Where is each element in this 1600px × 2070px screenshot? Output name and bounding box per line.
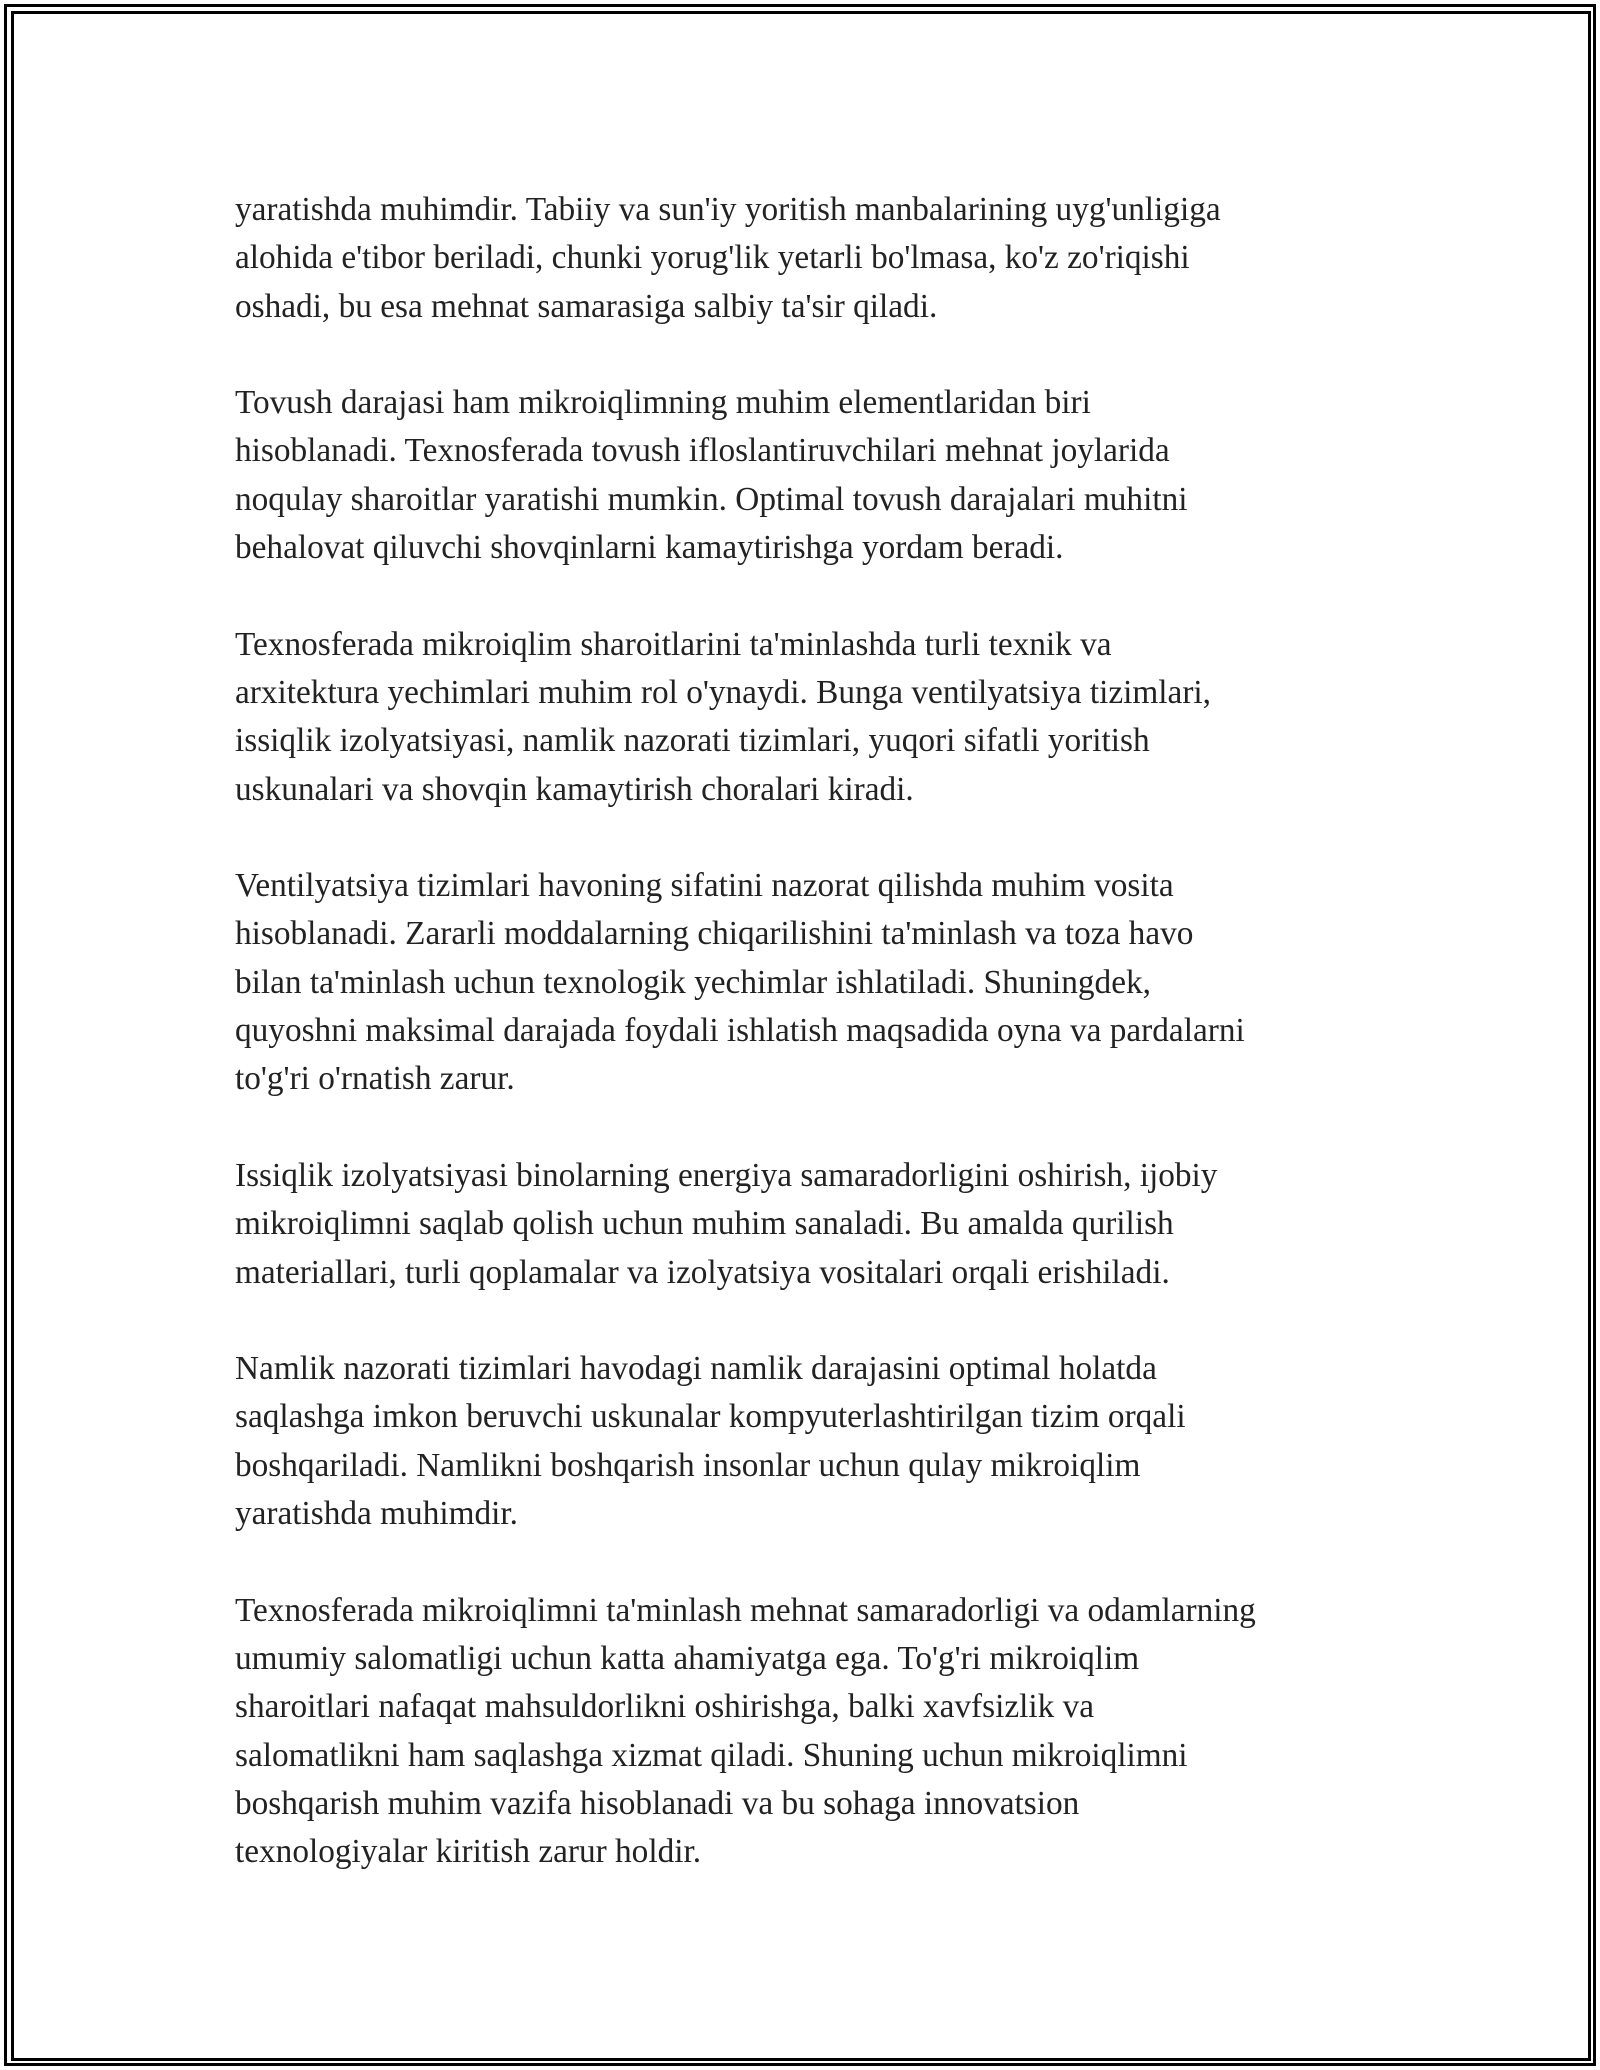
paragraph-thermal-insulation: Issiqlik izolyatsiyasi binolarning energiya samaradorligini oshirish, ijobiy mikroiqlimni saqlab qolish uchun muhim sanaladi. Bu amalda qurilish materiallari, turli qoplamalar va izolyatsiya vositalari orqali erishiladi. xyxy=(235,1156,1218,1291)
paragraph-lighting: yaratishda muhimdir. Tabiiy va sun'iy yoritish manbalarining uyg'unligiga alohida e'tibor beriladi, chunki yorug'lik yetarli bo'lmasa, ko'z zo'riqishi oshadi, bu esa mehnat samarasiga salbiy ta'sir qiladi. xyxy=(235,191,1221,325)
paragraph-noise: Tovush darajasi ham mikroiqlimning muhim elementlaridan biri hisoblanadi. Texnosferada tovush ifloslantiruvchilari mehnat joylarida noqulay sharoitlar yaratishi mumkin. Optimal tovush darajalari muhitni behalovat qiluvchi shovqinlarni kamaytirishga yordam beradi. xyxy=(235,384,1188,567)
paragraph-conclusion: Texnosferada mikroiqlimni ta'minlash mehnat samaradorligi va odamlarning umumiy salomatligi uchun katta ahamiyatga ega. To'g'ri mikroiqlim sharoitlari nafaqat mahsuldorlikni oshirishga, balki xavfsizlik va salomatlikni ham saqlashga xizmat qiladi. Shuning uchun mikroiqlimni boshqarish muhim vazifa hisoblanadi va bu sohaga innovatsion texnologiyalar kiritish zarur holdir. xyxy=(235,1591,1256,1871)
paragraph-humidity-control: Namlik nazorati tizimlari havodagi namlik darajasini optimal holatda saqlashga imkon beruvchi uskunalar kompyuterlashtirilgan tizim orqali boshqariladi. Namlikni boshqarish insonlar uchun qulay mikroiqlim yaratishda muhimdir. xyxy=(235,1350,1186,1533)
paragraph-technical-solutions: Texnosferada mikroiqlim sharoitlarini ta'minlashda turli texnik va arxitektura yechimlari muhim rol o'ynaydi. Bunga ventilyatsiya tizimlari, issiqlik izolyatsiyasi, namlik nazorati tizimlari, yuqori sifatli yoritish uskunalari va shovqin kamaytirish choralari kiradi. xyxy=(235,625,1211,808)
document-body xyxy=(235,186,1385,1925)
paragraph-ventilation: Ventilyatsiya tizimlari havoning sifatini nazorat qilishda muhim vosita hisoblanadi. Zararli moddalarning chiqarilishini ta'minlash va toza havo bilan ta'minlash uchun texnologik yechimlar ishlatiladi. Shuningdek, quyoshni maksimal darajada foydali ishlatish maqsadida oyna va pardalarni to'g'ri o'rnatish zarur. xyxy=(235,867,1245,1098)
